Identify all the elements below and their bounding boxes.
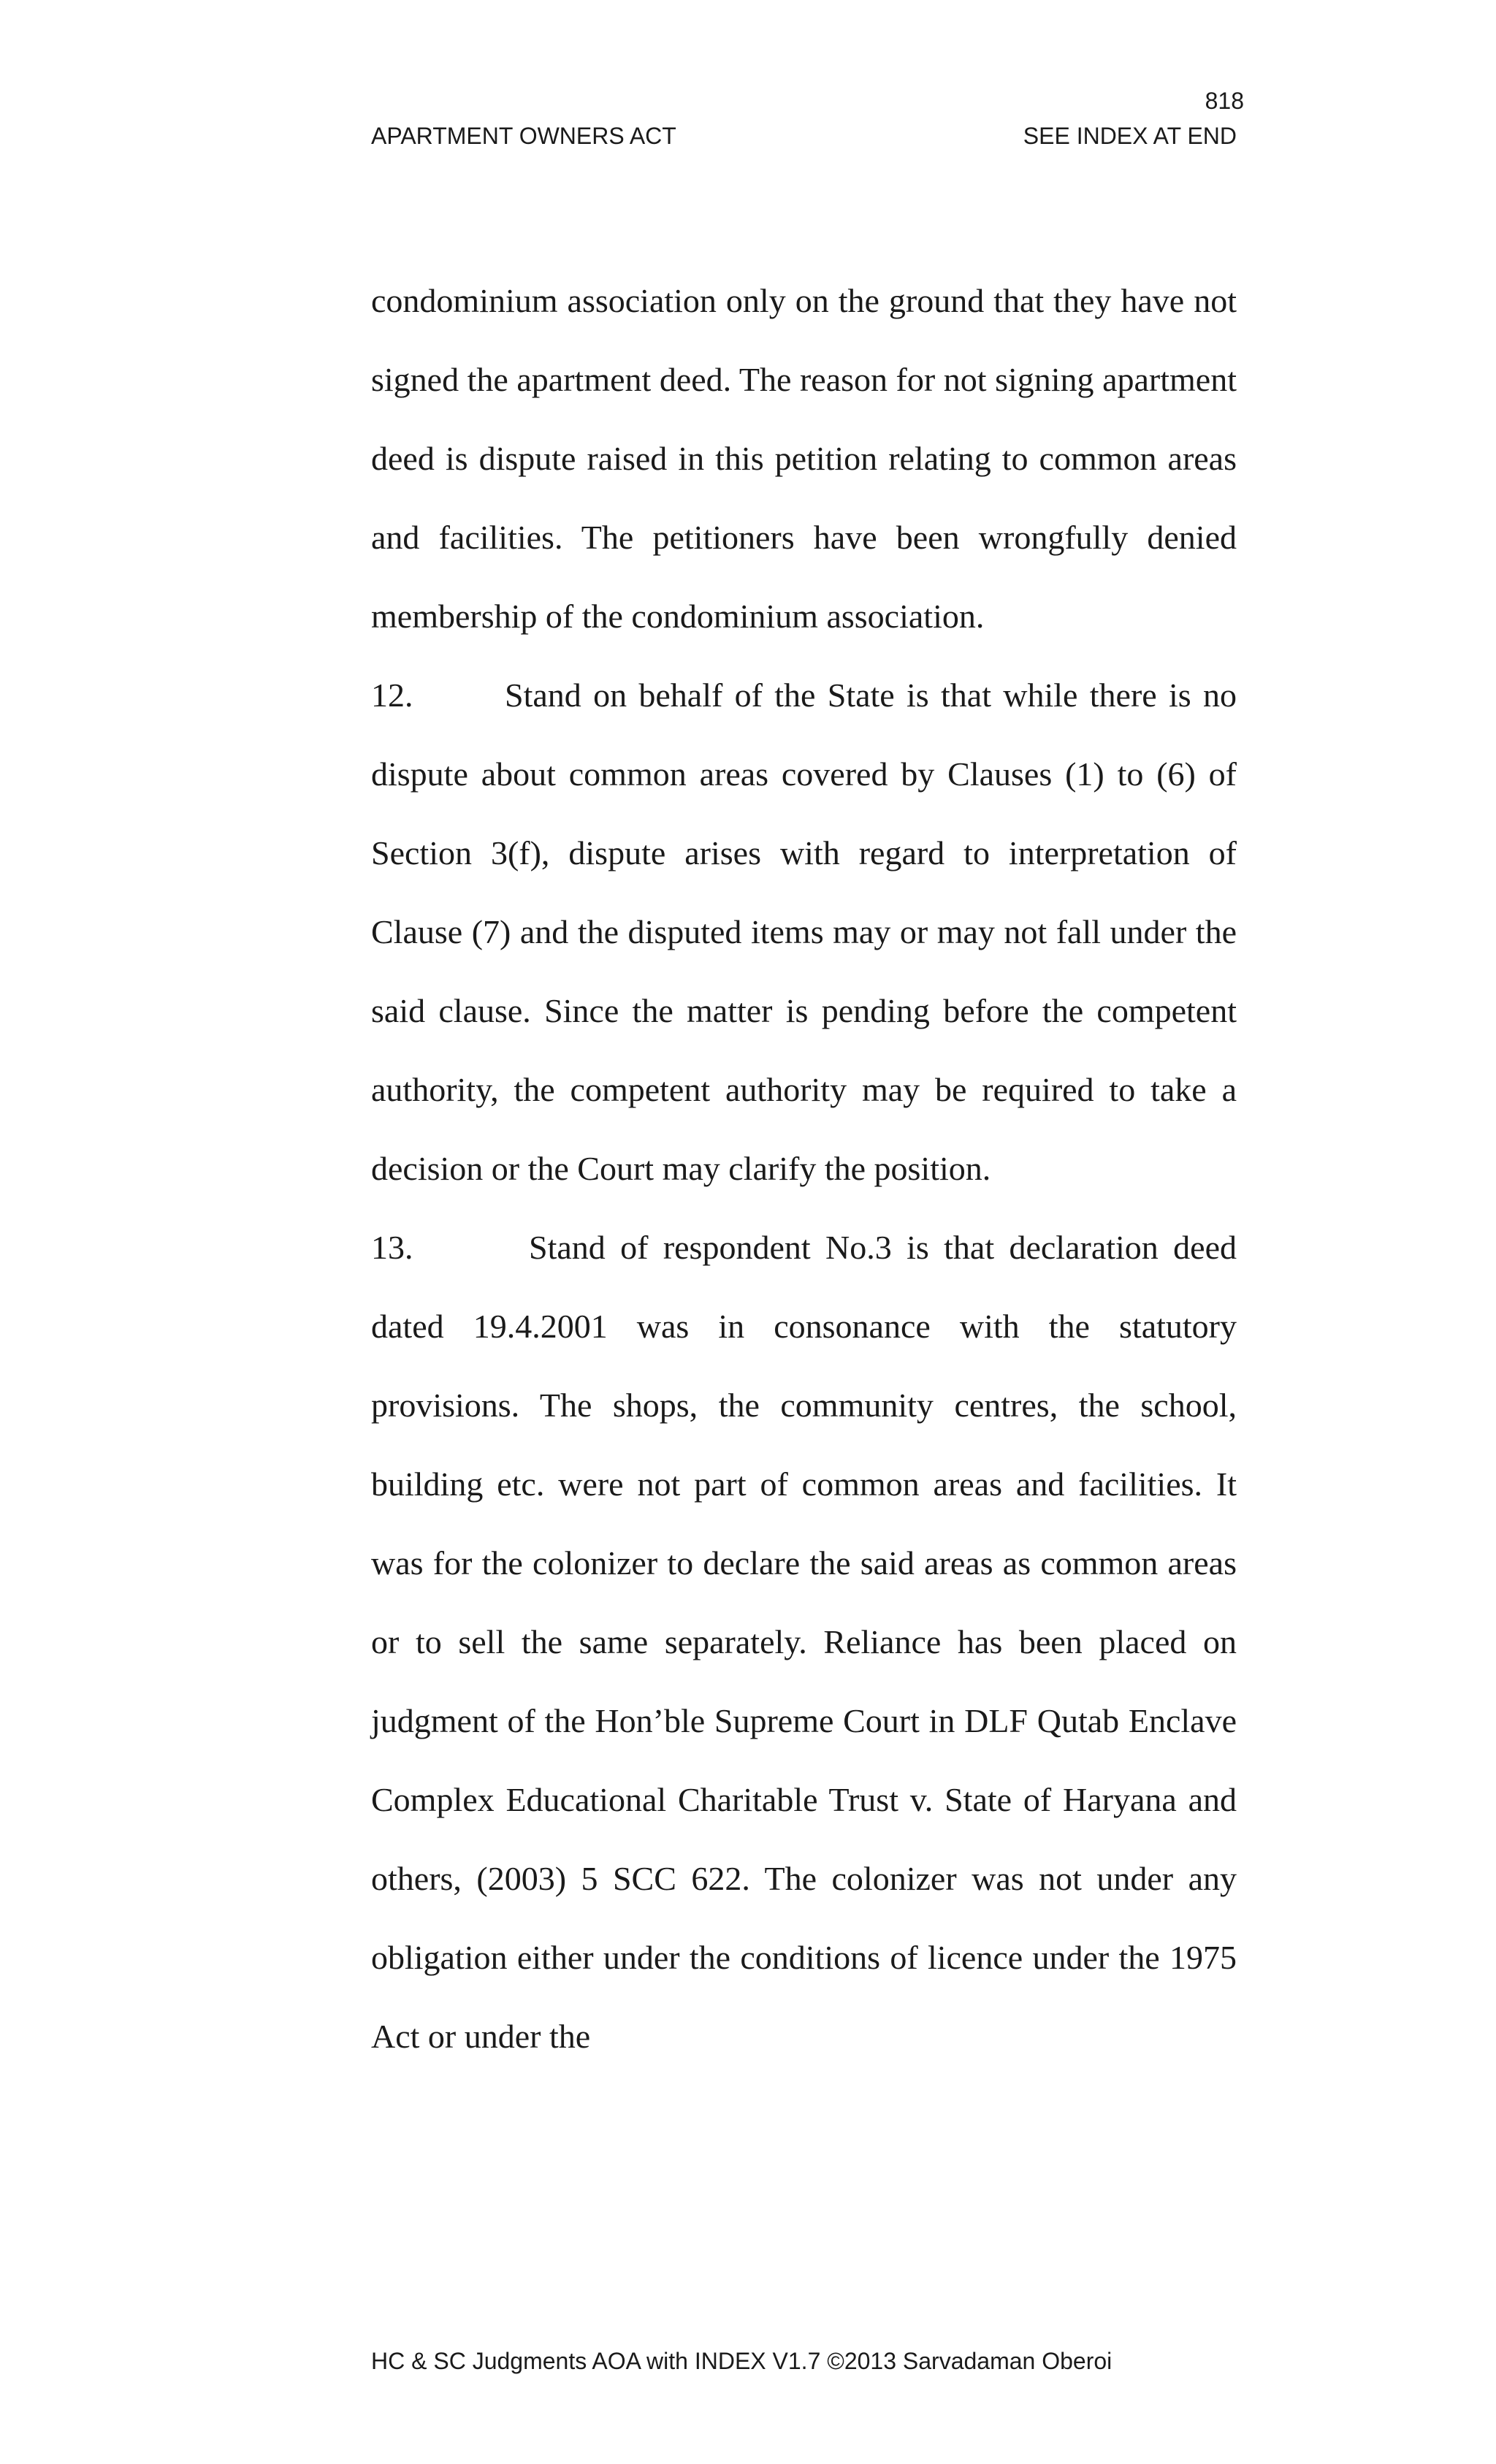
document-body (371, 262, 1237, 2076)
running-header-title: APARTMENT OWNERS ACT (371, 123, 676, 149)
paragraph-continuation: condominium association only on the ground that they have not signed the apartment deed. The reason for not signing apartment deed is dispute raised in this petition relating to common areas and facilities. The petitioners have been wrongfully denied membership of the condominium association. (371, 282, 1237, 635)
paragraph-13 (371, 1208, 1237, 2076)
page-footer: HC & SC Judgments AOA with INDEX V1.7 ©2013 Sarvadaman Oberoi (371, 2348, 1113, 2374)
page-number: 818 (1205, 88, 1244, 114)
paragraph-text: Stand of respondent No.3 is that declaration deed dated 19.4.2001 was in consonance with the statutory provisions. The shops, the community centres, the school, building etc. were not part of common areas and facilities. It was for the colonizer to declare the said areas as common areas or to sell the same separately. Reliance has been placed on judgment of the Hon’ble Supreme Court in DLF Qutab Enclave Complex Educational Charitable Trust v. State of Haryana and others, (2003) 5 SCC 622. The colonizer was not under any obligation either under the conditions of licence under the 1975 Act or under the (371, 1229, 1237, 2055)
paragraph-number: 13. (371, 1229, 413, 1266)
paragraph-number: 12. (371, 676, 413, 714)
paragraph-text: Stand on behalf of the State is that while there is no dispute about common areas covered by Clauses (1) to (6) of Section 3(f), dispute arises with regard to interpretation of Clause (7) and the disputed items may or may not fall under the said clause. Since the matter is pending before the competent authority, the competent authority may be required to take a decision or the Court may clarify the position. (371, 676, 1237, 1187)
running-header-index-note: SEE INDEX AT END (1023, 123, 1237, 149)
paragraph-12 (371, 656, 1237, 1208)
